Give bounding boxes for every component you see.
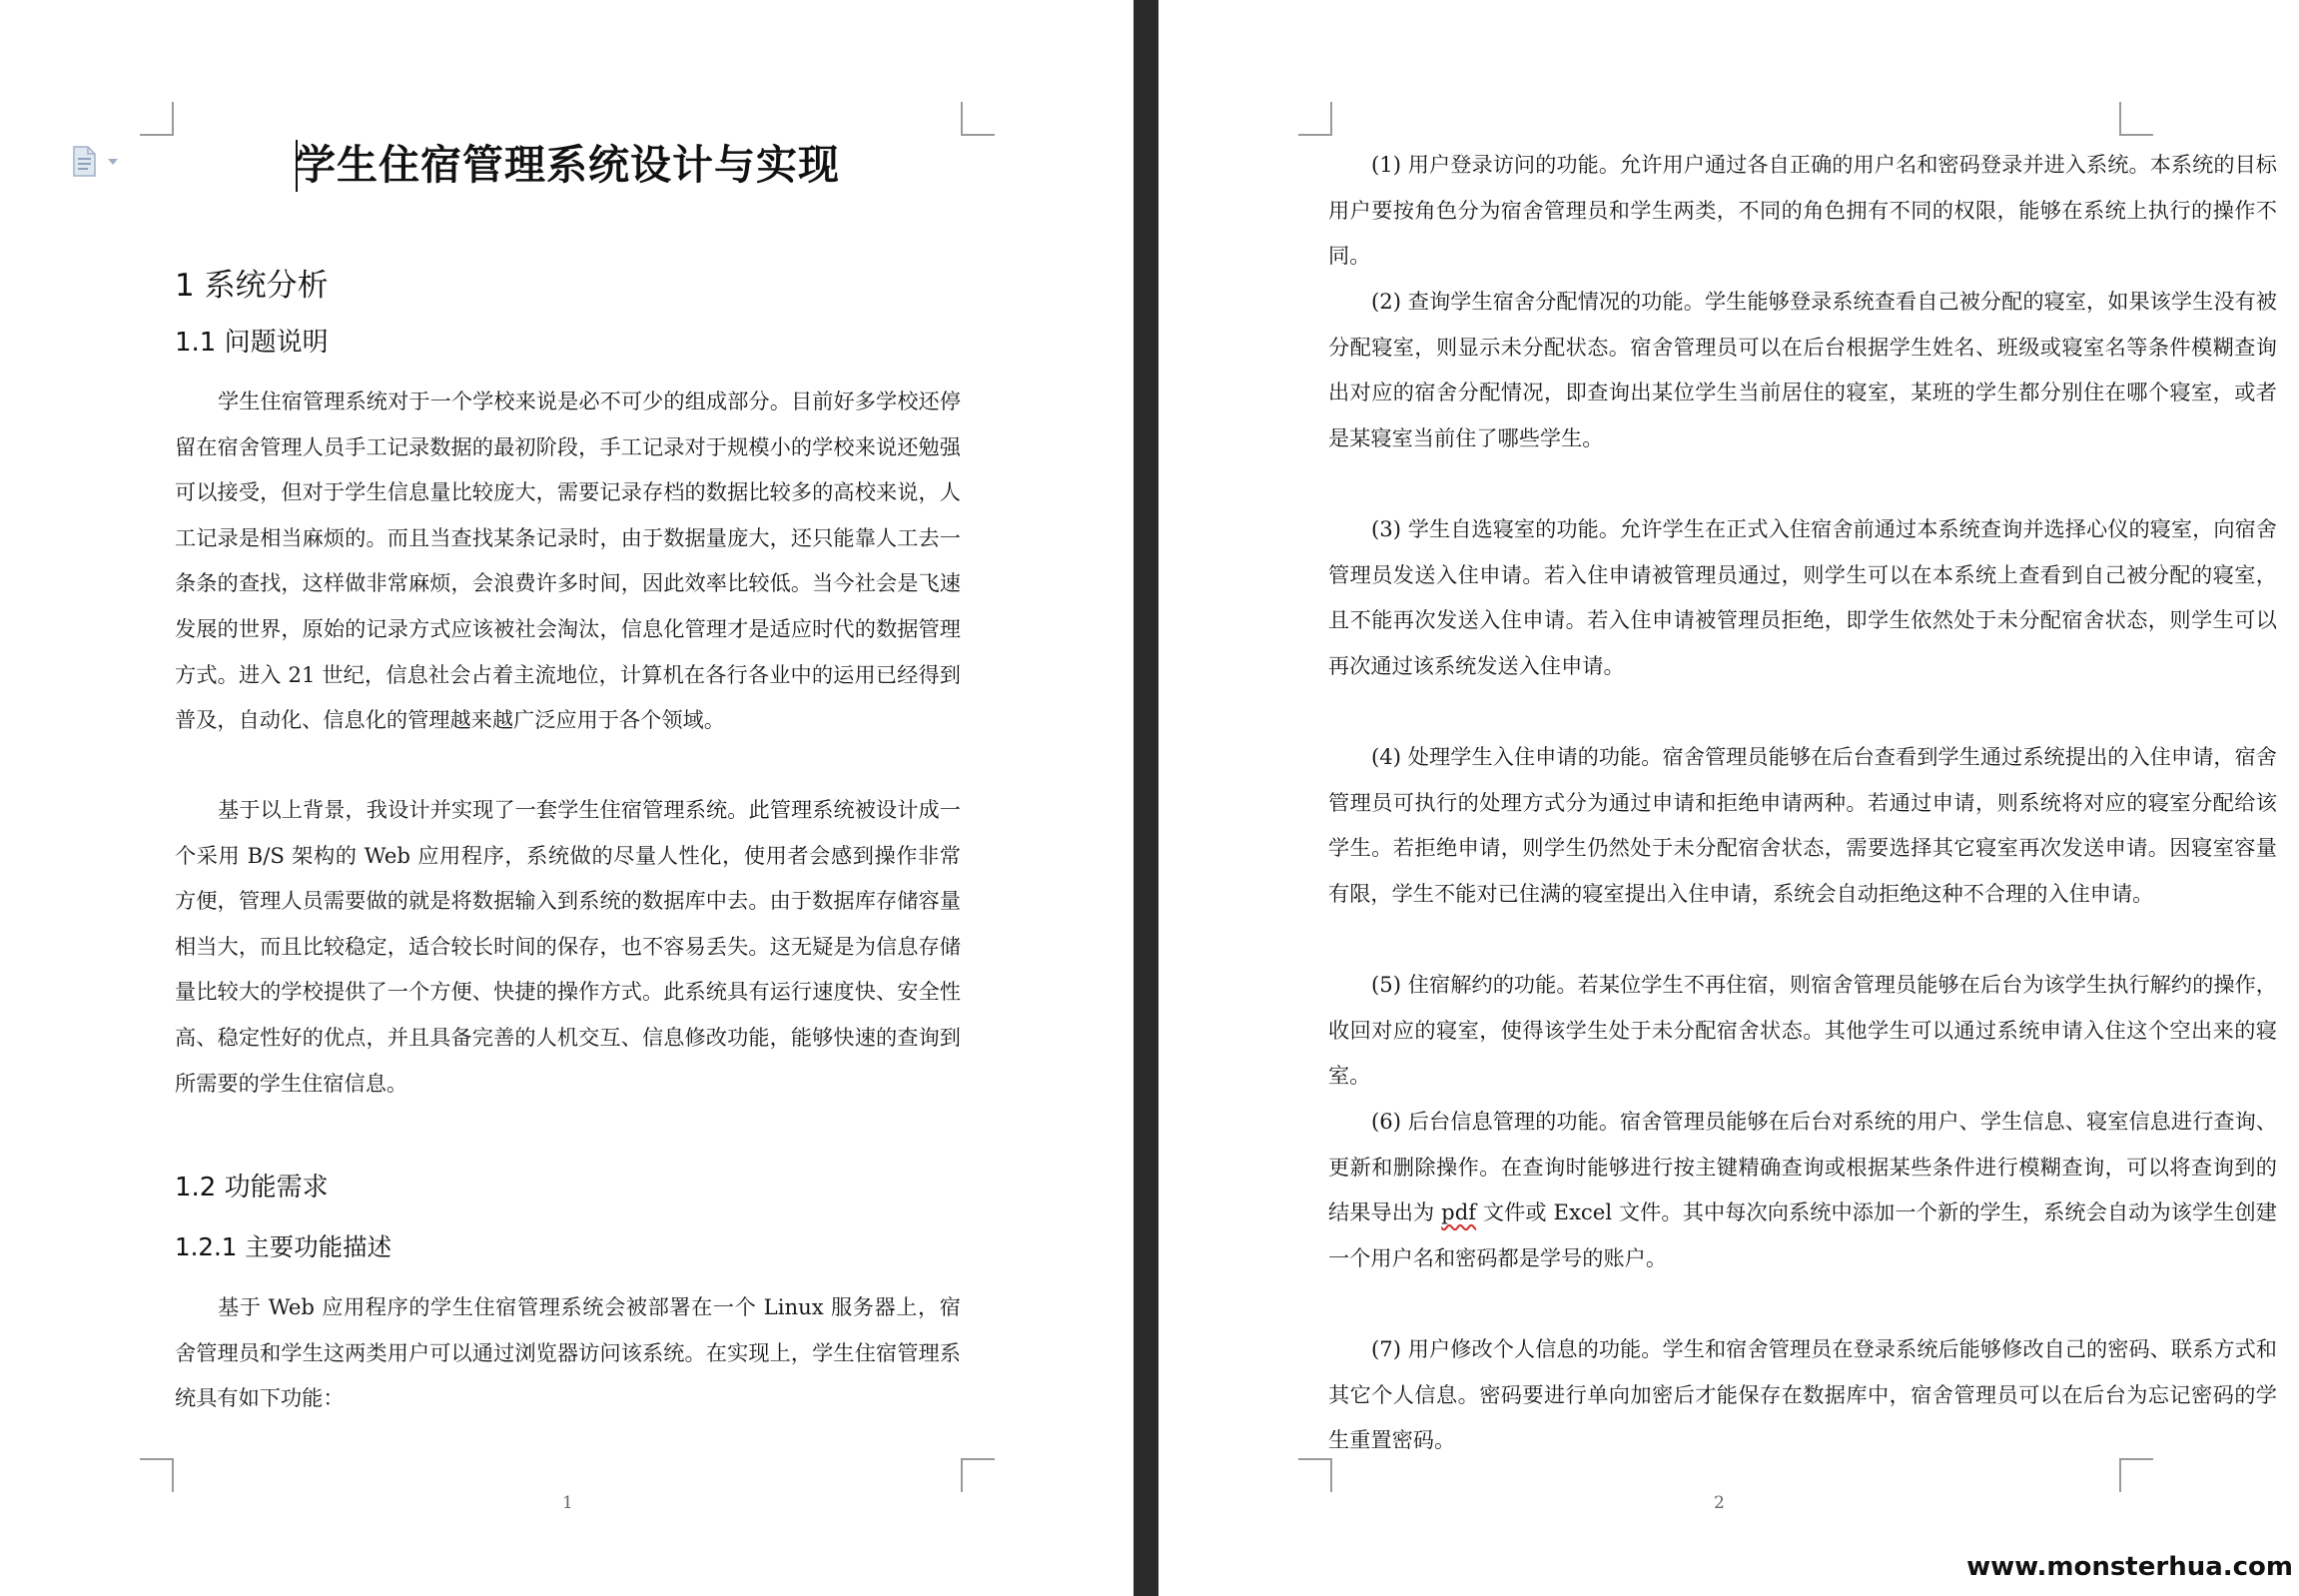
heading-system-analysis[interactable]: 1 系统分析	[175, 268, 329, 304]
crop-mark-bottom-left	[140, 1458, 174, 1492]
watermark: www.monsterhua.com	[1966, 1552, 2293, 1582]
list-item-query-allocation[interactable]: (2) 查询学生宿舍分配情况的功能。学生能够登录系统查看自己被分配的寝室，如果该学生没有被分配寝室，则显示未分配状态。宿舍管理员可以在后台根据学生姓名、班级或寝室名等条件模糊查询出对应的宿舍分配情况，即查询出某位学生当前居住的寝室，某班的学生都分别住在哪个寝室，或者是某寝室当前住了哪些学生。	[1328, 289, 2277, 450]
crop-mark-top-left	[140, 102, 174, 136]
document-title[interactable]: 学生住宿管理系统设计与实现	[295, 141, 840, 189]
spellcheck-squiggle[interactable]: pdf	[1441, 1199, 1477, 1225]
document-page-1	[0, 0, 1134, 1596]
document-icon[interactable]	[70, 145, 126, 179]
list-item-login[interactable]: (1) 用户登录访问的功能。允许用户通过各自正确的用户名和密码登录并进入系统。本系统的目标用户要按角色分为宿舍管理员和学生两类，不同的角色拥有不同的权限，能够在系统上执行的操作不同。	[1328, 152, 2277, 269]
list-item-backend-management[interactable]	[1328, 1099, 2277, 1280]
document-page-2	[1158, 0, 2299, 1596]
paragraph-functions-intro[interactable]: 基于 Web 应用程序的学生住宿管理系统会被部署在一个 Linux 服务器上，宿舍管理员和学生这两类用户可以通过浏览器访问该系统。在实现上，学生住宿管理系统具有如下功能：	[175, 1294, 961, 1411]
page-divider	[1134, 0, 1158, 1596]
crop-mark-top-right	[2119, 102, 2153, 136]
crop-mark-bottom-left	[1298, 1458, 1332, 1492]
crop-mark-bottom-right	[961, 1458, 995, 1492]
list-item-handle-application[interactable]: (4) 处理学生入住申请的功能。宿舍管理员能够在后台查看到学生通过系统提出的入住申请，宿舍管理员可执行的处理方式分为通过申请和拒绝申请两种。若通过申请，则系统将对应的寝室分配给该学生。若拒绝申请，则学生仍然处于未分配宿舍状态，需要选择其它寝室再次发送申请。因寝室容量有限，学生不能对已住满的寝室提出入住申请，系统会自动拒绝这种不合理的入住申请。	[1328, 744, 2277, 906]
crop-mark-bottom-right	[2119, 1458, 2153, 1492]
list-item-terminate[interactable]: (5) 住宿解约的功能。若某位学生不再住宿，则宿舍管理员能够在后台为该学生执行解约的操作，收回对应的寝室，使得该学生处于未分配宿舍状态。其他学生可以通过系统申请入住这个空出来的寝室。	[1328, 972, 2277, 1089]
item-6-text-a: (6) 后台信息管理的功能。宿舍管理员能够在后台对系统的用户、学生信息、寝室信息进行查询、更新和删除操作。在查询时能够进行按主键精确查询或根据某些条件进行模糊查询，可以将查询到的结果导出为	[1328, 1109, 2277, 1225]
crop-mark-top-left	[1298, 102, 1332, 136]
list-item-self-select[interactable]: (3) 学生自选寝室的功能。允许学生在正式入住宿舍前通过本系统查询并选择心仪的寝室，向宿舍管理员发送入住申请。若入住申请被管理员通过，则学生可以在本系统上查看到自己被分配的寝室，且不能再次发送入住申请。若入住申请被管理员拒绝，即学生依然处于未分配宿舍状态，则学生可以再次通过该系统发送入住申请。	[1328, 516, 2277, 678]
page-number: 2	[1714, 1493, 1725, 1513]
heading-functional-requirements[interactable]: 1.2 功能需求	[175, 1173, 329, 1202]
paragraph-problem-2[interactable]: 基于以上背景，我设计并实现了一套学生住宿管理系统。此管理系统被设计成一个采用 B/S 架构的 Web 应用程序，系统做的尽量人性化，使用者会感到操作非常方便，管理人员需要做的就是将数据输入到系统的数据库中去。由于数据库存储容量相当大，而且比较稳定，适合较长时间的保存，也不容易丢失。这无疑是为信息存储量比较大的学校提供了一个方便、快捷的操作方式。此系统具有运行速度快、安全性高、稳定性好的优点，并且具备完善的人机交互、信息修改功能，能够快速的查询到所需要的学生住宿信息。	[175, 797, 961, 1096]
paragraph-problem-1[interactable]: 学生住宿管理系统对于一个学校来说是必不可少的组成部分。目前好多学校还停留在宿舍管理人员手工记录数据的最初阶段，手工记录对于规模小的学校来说还勉强可以接受，但对于学生信息量比较庞大，需要记录存档的数据比较多的高校来说，人工记录是相当麻烦的。而且当查找某条记录时，由于数据量庞大，还只能靠人工去一条条的查找，这样做非常麻烦，会浪费许多时间，因此效率比较低。当今社会是飞速发展的世界，原始的记录方式应该被社会淘汰，信息化管理才是适应时代的数据管理方式。进入 21 世纪，信息社会占着主流地位，计算机在各行各业中的运用已经得到普及，自动化、信息化的管理越来越广泛应用于各个领域。	[175, 389, 961, 733]
item-6-text-b: 文件或 Excel 文件。其中每次向系统中添加一个新的学生，系统会自动为该学生创建一个用户名和密码都是学号的账户。	[1328, 1199, 2277, 1270]
heading-main-functions[interactable]: 1.2.1 主要功能描述	[175, 1232, 392, 1261]
heading-problem-statement[interactable]: 1.1 问题说明	[175, 328, 329, 358]
list-item-modify-info[interactable]: (7) 用户修改个人信息的功能。学生和宿舍管理员在登录系统后能够修改自己的密码、联系方式和其它个人信息。密码要进行单向加密后才能保存在数据库中，宿舍管理员可以在后台为忘记密码的学生重置密码。	[1328, 1336, 2277, 1453]
crop-mark-top-right	[961, 102, 995, 136]
page-number: 1	[562, 1493, 573, 1513]
